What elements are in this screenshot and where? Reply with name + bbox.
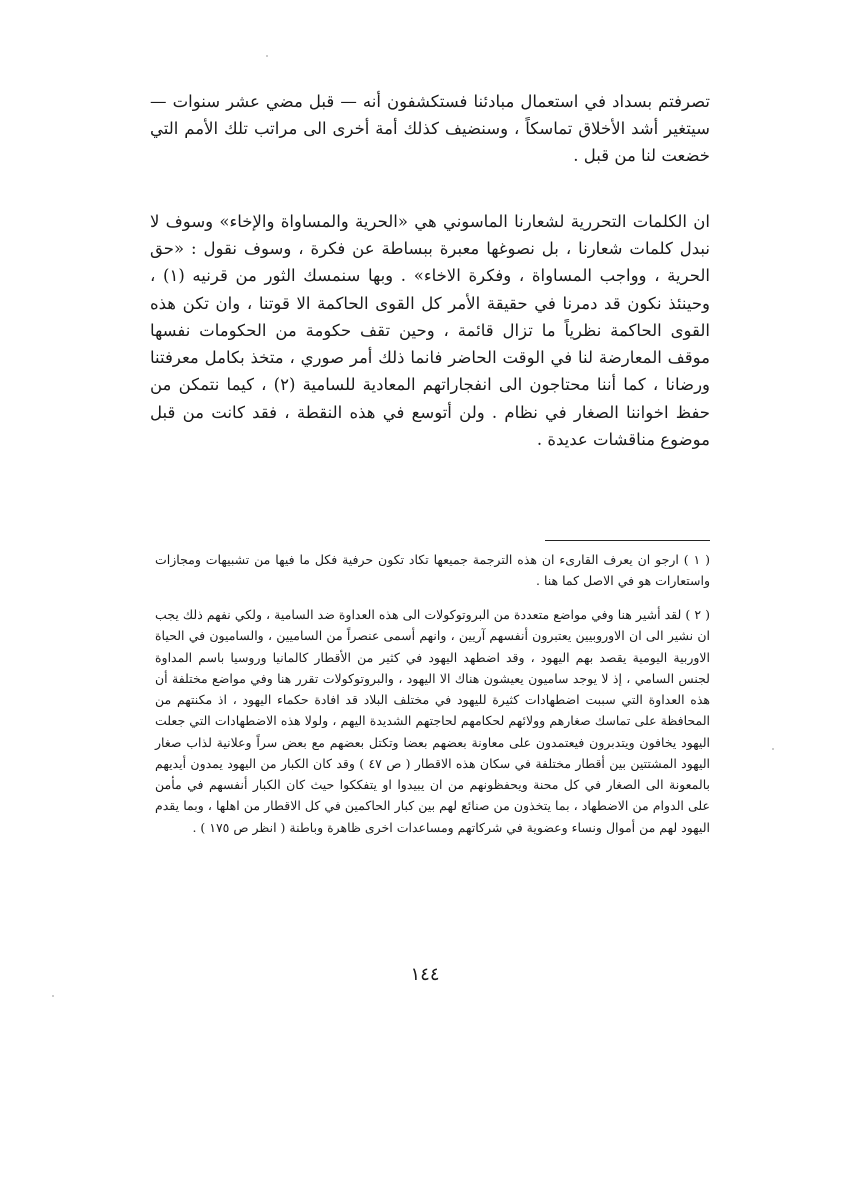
footnote-2	[155, 604, 710, 838]
scan-speck	[772, 748, 774, 750]
main-paragraph-1	[150, 88, 710, 170]
paragraph-2-text: ان الكلمات التحررية لشعارنا الماسوني هي «الحرية والمساواة والإخاء» وسوف لا نبدل كلمات شعارنا ، بل نصوغها معبرة ببساطة عن فكرة ، وسوف نقول : «حق الحرية ، وواجب المساواة ، وفكرة الاخاء» . وبها سنمسك الثور من قرنيه (١) ، وحينئذ نكون قد دمرنا في حقيقة الأمر كل القوى الحاكمة الا قوتنا ، وان تكن هذه القوى الحاكمة نظرياً ما تزال قائمة ، وحين تقف حكومة من الحكومات نفسها موقف المعارضة لنا في الوقت الحاضر فانما ذلك أمر صوري ، متخذ بكامل معرفتنا ورضانا ، كما أننا محتاجون الى انفجاراتهم المعادية للسامية (٢) ، كيما نتمكن من حفظ اخواننا الصغار في نظام . ولن أتوسع في هذه النقطة ، فقد كانت من قبل موضوع مناقشات عديدة .	[150, 212, 711, 449]
page-number: ١٤٤	[410, 964, 440, 985]
scan-speck	[266, 55, 268, 57]
footnote-divider	[545, 540, 710, 541]
scan-speck	[52, 995, 54, 997]
footnote-1	[155, 549, 710, 592]
footnote-1-text: ( ١ ) ارجو ان يعرف القارىء ان هذه الترجمة جميعها تكاد تكون حرفية فكل ما فيها من تشبيهات ومجازات واستعارات هو في الاصل كما هنا .	[155, 552, 710, 589]
main-paragraph-2	[150, 208, 710, 453]
footnote-2-text: ( ٢ ) لقد أشير هنا وفي مواضع متعددة من البروتوكولات الى هذه العداوة ضد السامية ، ولكي نفهم ذلك يجب ان نشير الى ان الاوروبيين يعتبرون أنفسهم آريين ، وانهم أسمى عنصراً من الساميين ، والساميون في الحياة الاوربية اليومية يقصد بهم اليهود ، وقد اضطهد اليهود في كثير من الأقطار كالمانيا وروسيا باسم المداوة لجنس السامي ، إذ لا يوجد ساميون يعيشون هناك الا اليهود ، والبروتوكولات تقرر هنا وفي مواضع مختلفة أن هذه العداوة التي سببت اضطهادات كثيرة لليهود في مختلف البلاد قد افادة حكماء اليهود ، اذ مكنتهم من المحافظة على تماسك صغارهم وولائهم لحكامهم لحاجتهم الشديدة اليهم ، ولولا هذه الاضطهادات التي جعلت اليهود يخافون ويتدبرون فيعتمدون على معاونة بعضهم بعضا وتكتل بعضهم مع بعض سراً وعلانية لذاب صغار اليهود المشتتين بين أقطار مختلفة في سكان هذه الاقطار ( ص ٤٧ ) وقد كان الكبار من اليهود يمدون أيديهم بالمعونة الى الصغار في كل محنة ويحفظونهم من ان يبيدوا او يتفككوا حيث كان الكبار أنفسهم في مأمن على الدوام من الاضطهاد ، بما يتخذون من صنائع لهم بين كبار الحاكمين في كل الاقطار من اهلها ، وبما يقدم اليهود لهم من أموال ونساء وعضوية في شركاتهم ومساعدات اخرى ظاهرة وباطنة ( انظر ص ١٧٥ ) .	[155, 607, 710, 835]
paragraph-1-text: تصرفتم بسداد في استعمال مبادئنا فستكشفون أنه — قبل مضي عشر سنوات — سيتغير أشد الأخلاق تماسكاً ، وسنضيف كذلك أمة أخرى الى مراتب تلك الأمم التي خضعت لنا من قبل .	[150, 92, 710, 166]
